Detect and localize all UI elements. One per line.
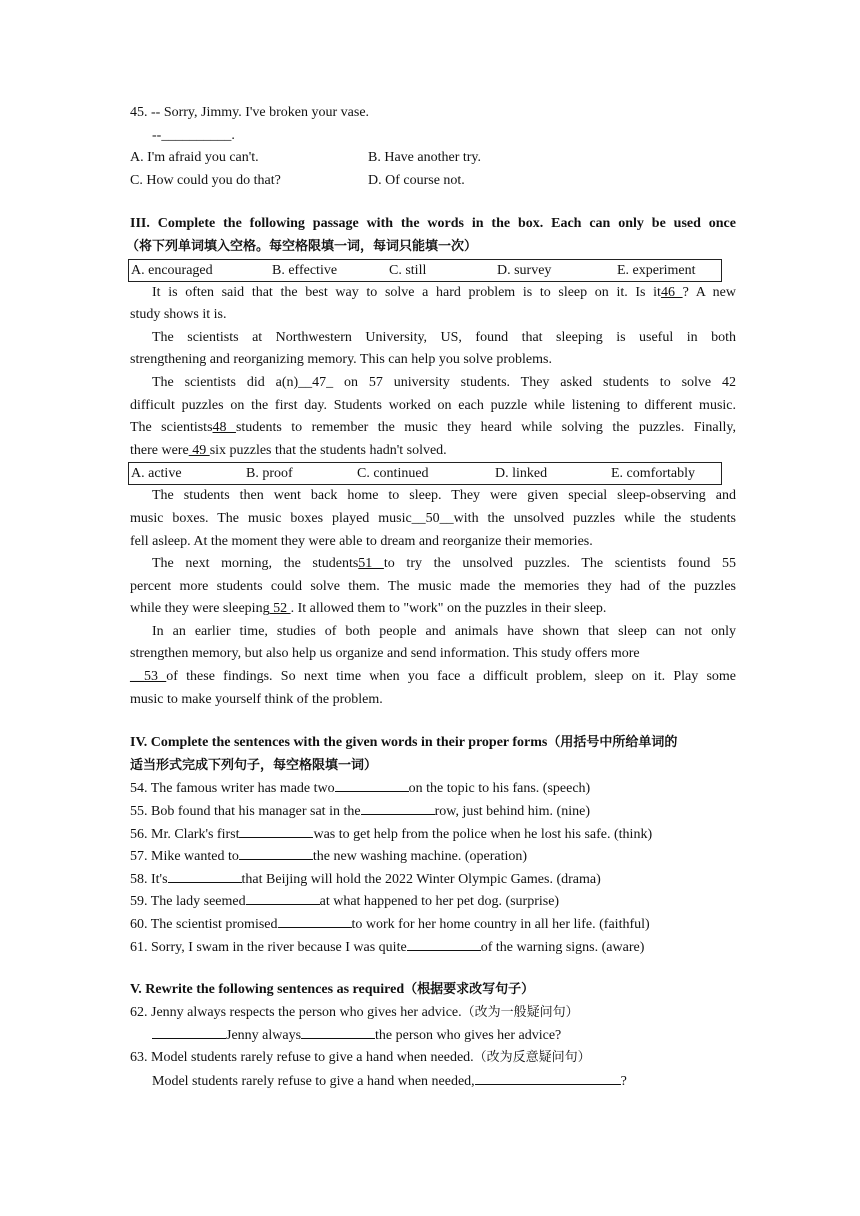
blank-47: __47_ [298, 374, 334, 390]
word-box-1 [128, 259, 722, 282]
word-box-1-item: C. still [389, 262, 427, 278]
text: that Beijing will hold the 2022 Winter Olympic Games. (drama) [241, 871, 601, 887]
text: It is often said that the best way to solve a hard problem is to sleep on it. Is it [152, 284, 661, 300]
answer-blank[interactable] [301, 1024, 375, 1039]
q55 [130, 800, 736, 823]
text: to work for her home country in all her life. (faithful) [351, 917, 650, 932]
answer-blank[interactable] [152, 1024, 226, 1039]
word-box-2-item: B. proof [246, 466, 293, 482]
text: 56. Mr. Clark's first [130, 826, 240, 842]
text: at what happened to her pet dog. (surprise) [319, 894, 560, 910]
text: 60. The scientist promised [130, 917, 278, 932]
text: 62. Jenny always respects the person who gives her advice. [130, 1004, 462, 1020]
q45-option-d: D. Of course not. [368, 172, 465, 188]
text: （改为反意疑问句） [473, 1049, 591, 1065]
q45-options-row2 [130, 170, 736, 193]
text: The scientists [130, 420, 213, 436]
word-box-1-item: B. effective [272, 262, 338, 278]
word-box-1-item: E. experiment [617, 262, 696, 278]
text: IV. Complete the sentences with the given words in their proper forms [130, 735, 548, 751]
text: V. Rewrite the following sentences as required [130, 982, 405, 998]
q54 [130, 777, 736, 800]
q45-option-a: A. I'm afraid you can't. [130, 150, 259, 166]
answer-blank[interactable] [239, 845, 313, 860]
answer-blank[interactable] [361, 800, 435, 815]
passage-p4-line2: music boxes. The music boxes played music__50__with the unsolved puzzles while the students [130, 510, 736, 526]
answer-blank[interactable] [278, 913, 352, 928]
q58 [130, 868, 736, 891]
passage-p6-line2: strengthen memory, but also help us organize and send information. This study offers more [130, 646, 640, 662]
answer-blank[interactable] [239, 823, 313, 838]
blank-48: 48 [212, 420, 236, 436]
q57 [130, 845, 736, 868]
q45-stem: 45. -- Sorry, Jimmy. I've broken your vase. [130, 105, 370, 120]
text: to try the unsolved puzzles. The scientists found 55 [383, 556, 736, 572]
q45-options-row1 [130, 147, 736, 170]
blank-52: 52 [269, 601, 291, 617]
answer-blank[interactable] [168, 868, 242, 883]
section5-heading [130, 979, 736, 1002]
text: of these findings. So next time when you face a difficult problem, sleep on it. Play some [166, 669, 737, 685]
passage-p2-line1: The scientists at Northwestern University, US, found that sleeping is useful in both [152, 329, 736, 345]
text: on the topic to his fans. (speech) [408, 781, 591, 797]
text: there were [130, 442, 189, 458]
q45-option-c: C. How could you do that? [130, 172, 281, 188]
passage-p1-line2: study shows it is. [130, 307, 227, 323]
text: （用括号中所给单词的 [547, 735, 678, 751]
text: The scientists did a(n) [152, 374, 299, 390]
text: 55. Bob found that his manager sat in the [130, 804, 361, 820]
word-box-1-item: A. encouraged [131, 262, 213, 278]
passage-p6-line1: In an earlier time, studies of both people and animals have shown that sleep can not only [152, 623, 736, 639]
passage-p3-line3 [130, 417, 736, 440]
text: 59. The lady seemed [130, 894, 246, 910]
answer-blank[interactable] [246, 890, 320, 905]
word-box-2 [128, 462, 722, 485]
text: the new washing machine. (operation) [312, 849, 528, 865]
q62-answer [130, 1024, 736, 1047]
answer-blank[interactable] [475, 1070, 621, 1085]
text: ? [620, 1073, 627, 1089]
passage-p2-line2: strengthening and reorganizing memory. This can help you solve problems. [130, 352, 552, 368]
exam-page [126, 102, 737, 1092]
text: 63. Model students rarely refuse to give a hand when needed. [130, 1049, 474, 1065]
text: the person who gives her advice? [375, 1028, 562, 1044]
q59 [130, 890, 736, 913]
text: 61. Sorry, I swam in the river because I was quite [130, 939, 407, 955]
text: students to remember the music they heard while solving the puzzles. Finally, [235, 420, 737, 436]
section3-heading-cn: （将下列单词填入空格。每空格限填一词，每词只能填一次） [126, 238, 478, 254]
blank-46: 46 [660, 284, 683, 300]
passage-p3-line2: difficult puzzles on the first day. Students worked on each puzzle while listening to different music. [130, 397, 736, 413]
q45-reply: --__________. [152, 127, 235, 143]
passage-p6-line3 [130, 666, 736, 689]
section4-heading [130, 732, 736, 755]
passage-p6-line4: music to make yourself think of the problem. [130, 691, 383, 707]
text: ? A new [682, 284, 737, 300]
q56 [130, 823, 736, 846]
text: The next morning, the students [152, 556, 359, 572]
text: . It allowed them to "work" on the puzzles in their sleep. [290, 601, 607, 617]
text: 57. Mike wanted to [130, 849, 239, 865]
text: of the warning signs. (aware) [480, 939, 645, 955]
passage-p4-line1: The students then went back home to sleep. They were given special sleep-observing and [152, 488, 736, 504]
passage-p3-line1 [130, 372, 736, 395]
answer-blank[interactable] [407, 936, 481, 951]
word-box-2-item: A. active [131, 466, 182, 482]
passage-p5-line3 [130, 598, 736, 621]
text: Jenny always [226, 1028, 302, 1044]
word-box-2-item: D. linked [495, 466, 548, 482]
blank-53: __53 [130, 669, 167, 685]
text: 54. The famous writer has made two [130, 781, 335, 797]
passage-p1-line1 [130, 282, 736, 305]
answer-blank[interactable] [335, 777, 409, 792]
passage-p3-line4 [130, 440, 736, 463]
text: row, just behind him. (nine) [434, 804, 590, 820]
blank-49: 49 [188, 442, 210, 458]
section4-heading-cn: 适当形式完成下列句子，每空格限填一词） [130, 757, 378, 773]
text: Model students rarely refuse to give a hand when needed, [152, 1073, 475, 1089]
q63 [130, 1047, 736, 1070]
passage-p5-line2: percent more students could solve them. The music made the memories they had of the puzzles [130, 578, 736, 594]
q62 [130, 1002, 736, 1025]
section3-heading: III. Complete the following passage with the words in the box. Each can only be used once [130, 216, 736, 232]
q63-answer [130, 1070, 736, 1093]
q61 [130, 936, 736, 959]
passage-p4-line3: fell asleep. At the moment they were able to dream and reorganize their memories. [130, 533, 593, 549]
word-box-2-item: E. comfortably [611, 466, 695, 482]
text: （改为一般疑问句） [461, 1004, 579, 1020]
passage-p5-line1 [130, 553, 736, 576]
q60 [130, 913, 736, 936]
blank-51: 51 [358, 556, 384, 572]
text: six puzzles that the students hadn't solved. [209, 442, 447, 458]
text: （根据要求改写句子） [404, 982, 535, 998]
text: was to get help from the police when he lost his safe. (think) [313, 826, 653, 842]
word-box-1-item: D. survey [497, 262, 552, 278]
q45-option-b: B. Have another try. [368, 150, 481, 166]
text: 58. It's [130, 871, 168, 887]
text: while they were sleeping [130, 601, 270, 617]
text: on 57 university students. They asked students to solve 42 [333, 374, 736, 390]
word-box-2-item: C. continued [357, 466, 429, 482]
